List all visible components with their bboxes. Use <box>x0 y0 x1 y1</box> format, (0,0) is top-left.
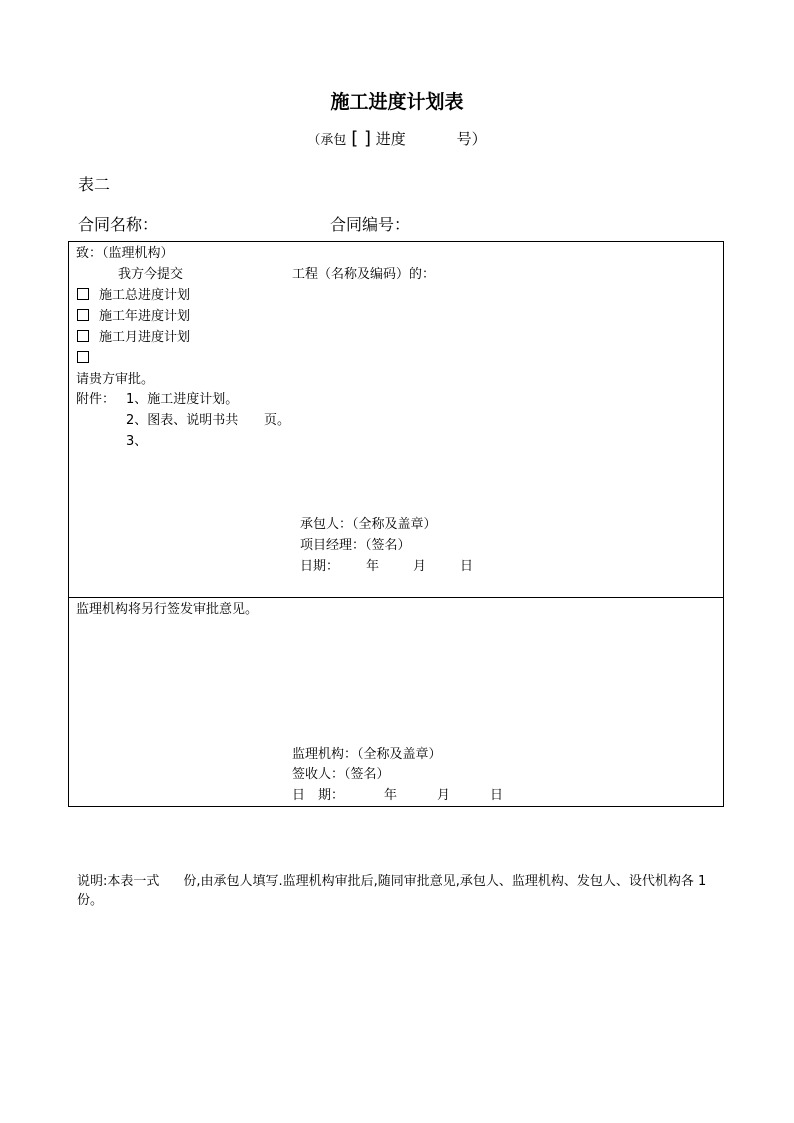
manager-signature: 项目经理：（签名） <box>300 538 411 553</box>
contractor-signature: 承包人：（全称及盖章） <box>300 517 437 532</box>
subtitle <box>0 128 794 149</box>
subtitle-mid: 进度 <box>375 130 406 148</box>
date-label: 日期： <box>300 559 340 574</box>
day-label: 日 <box>460 559 474 574</box>
date-line <box>300 559 473 575</box>
attachment-1: 1、施工进度计划。 <box>126 392 239 407</box>
option-overall-plan[interactable] <box>77 288 190 304</box>
option-label: 施工总进度计划 <box>99 288 191 303</box>
submit-prefix: 我方今提交 <box>118 267 184 282</box>
receiver-signature: 签收人：（签名） <box>292 767 390 782</box>
contract-no-label: 合同编号： <box>330 215 411 234</box>
contract-name-label: 合同名称： <box>78 215 159 234</box>
month-label: 月 <box>413 559 427 574</box>
subtitle-prefix: （承包 <box>307 133 347 148</box>
option-annual-plan[interactable] <box>77 309 190 325</box>
year-label: 年 <box>366 559 380 574</box>
page-title: 施工进度计划表 <box>330 91 464 113</box>
month-label: 月 <box>437 788 451 803</box>
footnote <box>77 872 727 910</box>
addressee: 致：（监理机构） <box>76 246 174 261</box>
subtitle-suffix: 号） <box>456 130 487 148</box>
attachment-2-suffix: 页。 <box>264 413 291 428</box>
date-line-2 <box>292 788 503 804</box>
attachment-2: 2、图表、说明书共 <box>126 413 239 428</box>
supervision-section <box>68 597 724 807</box>
option-label: 施工年进度计划 <box>99 309 191 324</box>
year-label: 年 <box>384 788 398 803</box>
checkbox[interactable] <box>77 351 89 363</box>
option-other[interactable] <box>77 351 99 367</box>
option-label: 施工月进度计划 <box>99 330 191 345</box>
subtitle-bracket: [ ] <box>351 128 371 149</box>
date-label: 日 期： <box>292 788 345 803</box>
footnote-part1: 说明:本表一式 <box>77 874 160 889</box>
footnote-part2: 份,由承包人填写.监理机构审批后,随同审批意见,承包人、监理机构、发包人、设代机构各 1 份。 <box>77 874 707 908</box>
option-monthly-plan[interactable] <box>77 330 190 346</box>
attachment-3: 3、 <box>126 434 148 449</box>
attachments-label: 附件： <box>76 392 116 407</box>
checkbox[interactable] <box>77 330 89 342</box>
project-field: 工程（名称及编码）的： <box>292 267 436 282</box>
day-label: 日 <box>490 788 504 803</box>
opinion-text: 监理机构将另行签发审批意见。 <box>76 602 259 617</box>
request-text: 请贵方审批。 <box>76 372 155 387</box>
checkbox[interactable] <box>77 288 89 300</box>
supervision-org-signature: 监理机构：（全称及盖章） <box>292 747 442 762</box>
table-label: 表二 <box>78 175 111 194</box>
checkbox[interactable] <box>77 309 89 321</box>
